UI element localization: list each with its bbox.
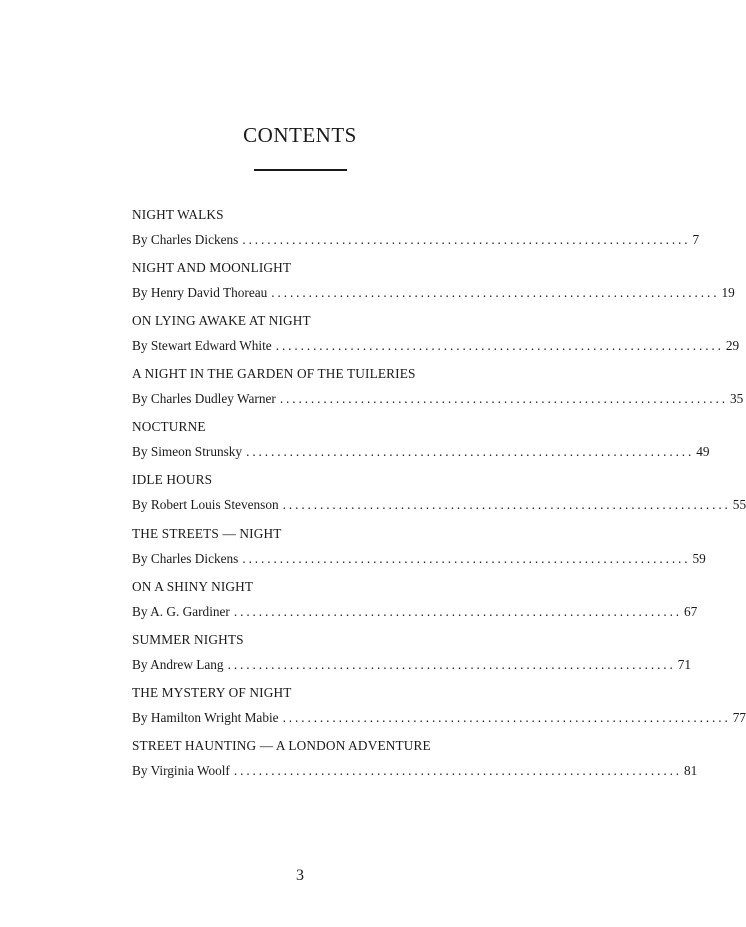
page-folio-number: 3 [296, 867, 304, 884]
dot-leader: ........................................................................ [246, 444, 695, 460]
author-name: By Simeon Strunsky [132, 444, 243, 460]
dot-leader: ........................................................................ [279, 391, 728, 407]
essay-title: NOCTURNE [132, 419, 206, 435]
toc-entry [132, 578, 698, 631]
dot-leader: ........................................................................ [242, 550, 691, 566]
author-name: By Henry David Thoreau [132, 285, 268, 301]
author-name: By Charles Dickens [132, 232, 239, 247]
essay-title: STREET HAUNTING — A LONDON ADVENTURE [132, 737, 431, 753]
entry-author-line [132, 603, 698, 621]
page-number: 59 [692, 550, 706, 566]
essay-title: IDLE HOURS [132, 472, 213, 488]
page-number: 67 [684, 603, 698, 619]
entry-author-line [132, 709, 746, 727]
entry-author-line [132, 284, 735, 302]
page-number: 49 [696, 444, 710, 460]
title-divider [254, 169, 347, 171]
author-name: By Hamilton Wright Mabie [132, 709, 279, 725]
entry-author-line [132, 337, 740, 355]
page-number: 71 [677, 656, 692, 672]
entry-author-line [132, 496, 746, 514]
essay-title: ON LYING AWAKE AT NIGHT [132, 313, 311, 329]
essay-title: NIGHT WALKS [132, 207, 224, 222]
dot-leader: ........................................................................ [282, 709, 731, 725]
essay-title: THE MYSTERY OF NIGHT [132, 684, 292, 700]
toc-entry [132, 365, 744, 418]
author-name: By Charles Dickens [132, 550, 239, 566]
dot-leader: ........................................................................ [282, 497, 731, 513]
page-number: 81 [684, 762, 698, 778]
dot-leader: ........................................................................ [275, 338, 724, 354]
toc-entry [132, 418, 710, 471]
entry-author-line [132, 231, 700, 249]
toc-entry [132, 737, 698, 790]
entry-author-line [132, 762, 698, 780]
author-name: By Robert Louis Stevenson [132, 497, 279, 513]
page-number: 77 [732, 709, 746, 725]
author-name: By Charles Dudley Warner [132, 391, 276, 407]
entry-author-line [132, 550, 706, 568]
dot-leader: ........................................................................ [227, 656, 676, 672]
page-number: 7 [692, 232, 700, 247]
essay-title: THE STREETS — NIGHT [132, 525, 282, 541]
author-name: By Stewart Edward White [132, 338, 272, 354]
dot-leader: ........................................................................ [242, 232, 691, 247]
page-title: CONTENTS [243, 123, 357, 147]
dot-leader: ........................................................................ [233, 762, 683, 778]
toc-entry [132, 312, 740, 365]
toc-entry [132, 206, 700, 259]
toc-entry [132, 631, 692, 684]
entry-author-line [132, 656, 692, 674]
author-name: By Andrew Lang [132, 656, 224, 672]
page-number: 35 [729, 391, 744, 407]
entry-author-line [132, 390, 744, 408]
dot-leader: ........................................................................ [271, 285, 720, 301]
author-name: By Virginia Woolf [132, 762, 230, 778]
table-of-contents [132, 206, 746, 790]
essay-title: SUMMER NIGHTS [132, 631, 244, 647]
essay-title: ON A SHINY NIGHT [132, 578, 254, 594]
essay-title: NIGHT AND MOONLIGHT [132, 260, 292, 276]
page-number: 55 [732, 497, 746, 513]
toc-entry [132, 684, 746, 737]
toc-entry [132, 259, 735, 312]
toc-entry [132, 471, 746, 524]
page-number: 29 [725, 338, 740, 354]
toc-entry [132, 525, 706, 578]
author-name: By A. G. Gardiner [132, 603, 230, 619]
essay-title: A NIGHT IN THE GARDEN OF THE TUILERIES [132, 366, 416, 382]
page-number: 19 [721, 285, 735, 301]
entry-author-line [132, 443, 710, 461]
dot-leader: ........................................................................ [233, 603, 683, 619]
